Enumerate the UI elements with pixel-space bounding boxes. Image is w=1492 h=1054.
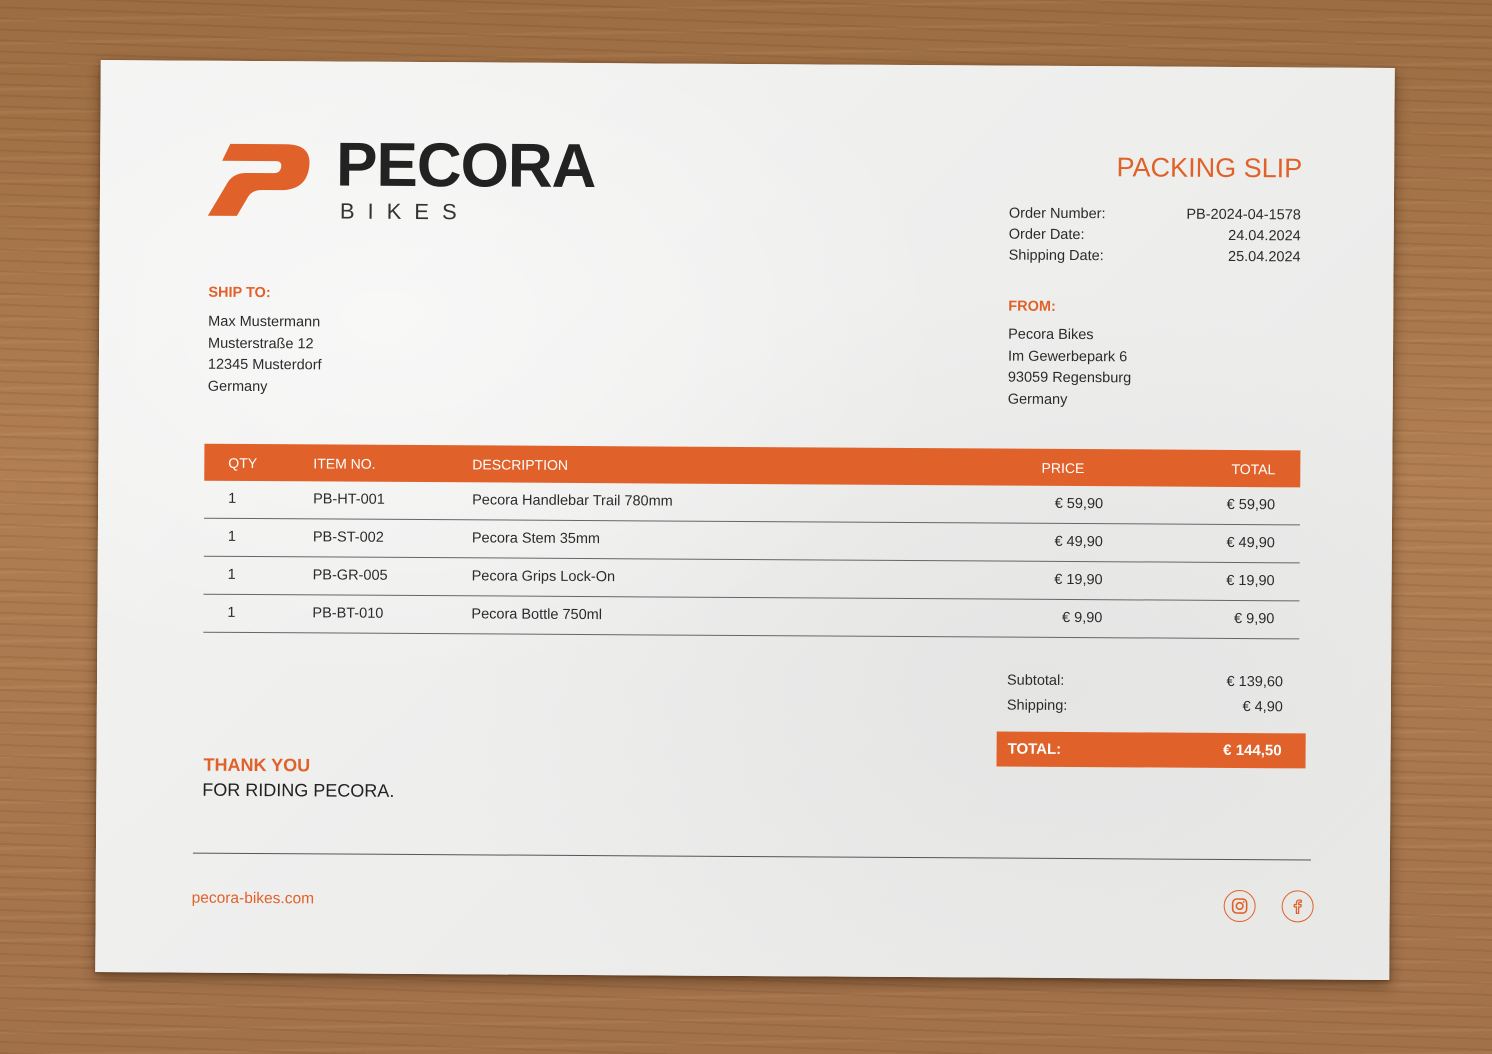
ship-to-line: Germany xyxy=(207,378,268,395)
row-item-no: PB-GR-005 xyxy=(312,567,388,584)
row-price: € 9,90 xyxy=(1062,609,1103,627)
row-item-no: PB-BT-010 xyxy=(312,605,384,622)
table-row xyxy=(204,519,1300,564)
order-meta xyxy=(1009,204,1301,269)
shipping-value: € 4,90 xyxy=(1242,699,1283,716)
ship-to-line: Max Mustermann xyxy=(208,313,321,331)
row-description: Pecora Handlebar Trail 780mm xyxy=(472,492,673,510)
row-total: € 19,90 xyxy=(1226,572,1275,590)
ship-to-line: Musterstraße 12 xyxy=(208,335,314,352)
row-total: € 49,90 xyxy=(1226,534,1275,552)
ship-to-line: 12345 Musterdorf xyxy=(207,356,322,374)
document-title: PACKING SLIP xyxy=(1116,152,1303,184)
website-link[interactable]: pecora-bikes.com xyxy=(191,889,315,908)
row-item-no: PB-HT-001 xyxy=(313,491,385,508)
from-line: Germany xyxy=(1007,391,1068,408)
brand-name: PECORA xyxy=(335,130,596,202)
order-number-value: PB-2024-04-1578 xyxy=(1186,206,1301,224)
totals-block xyxy=(1007,669,1283,721)
row-price: € 59,90 xyxy=(1054,495,1104,513)
order-number-label: Order Number: xyxy=(1008,205,1106,223)
grand-total-label: TOTAL: xyxy=(1007,740,1062,758)
shipping-date-label: Shipping Date: xyxy=(1008,247,1104,265)
from-line: 93059 Regensburg xyxy=(1007,369,1132,387)
header-total: TOTAL xyxy=(1231,460,1276,478)
thank-you-heading: THANK YOU xyxy=(203,754,311,776)
header-price: PRICE xyxy=(1041,459,1085,477)
row-qty: 1 xyxy=(227,528,237,545)
table-row xyxy=(204,481,1300,526)
brand-subtitle: BIKES xyxy=(339,198,470,225)
header-item-no: ITEM NO. xyxy=(313,455,376,472)
ship-to-address xyxy=(208,312,322,399)
thank-you-subline: FOR RIDING PECORA. xyxy=(202,779,395,801)
header-qty: QTY xyxy=(228,454,258,472)
instagram-icon[interactable] xyxy=(1224,890,1256,922)
row-qty: 1 xyxy=(227,604,236,621)
packing-slip-paper xyxy=(95,60,1395,980)
subtotal-row xyxy=(1007,669,1283,696)
row-description: Pecora Grips Lock-On xyxy=(471,568,616,586)
facebook-glyph-icon xyxy=(1289,897,1307,915)
order-date-label: Order Date: xyxy=(1008,226,1085,244)
pecora-logo-icon xyxy=(208,140,312,221)
row-description: Pecora Stem 35mm xyxy=(471,530,601,548)
row-qty: 1 xyxy=(227,566,236,583)
facebook-icon[interactable] xyxy=(1282,890,1314,922)
order-date-row xyxy=(1009,225,1301,248)
from-line: Pecora Bikes xyxy=(1008,326,1094,344)
shipping-date-row xyxy=(1009,246,1301,269)
row-total: € 59,90 xyxy=(1226,496,1276,514)
subtotal-value: € 139,60 xyxy=(1226,673,1284,691)
ship-to-label: SHIP TO: xyxy=(208,284,271,302)
from-line: Im Gewerbepark 6 xyxy=(1007,348,1128,365)
row-price: € 19,90 xyxy=(1054,571,1103,589)
subtotal-label: Subtotal: xyxy=(1006,672,1065,689)
shipping-date-value: 25.04.2024 xyxy=(1227,248,1301,266)
order-date-value: 24.04.2024 xyxy=(1228,227,1301,245)
instagram-glyph-icon xyxy=(1231,897,1249,915)
row-description: Pecora Bottle 750ml xyxy=(471,606,603,624)
order-number-row xyxy=(1009,204,1301,227)
grand-total-value: € 144,50 xyxy=(1223,741,1282,760)
row-item-no: PB-ST-002 xyxy=(312,529,384,546)
table-row xyxy=(203,595,1299,640)
shipping-label: Shipping: xyxy=(1006,697,1068,714)
shipping-row xyxy=(1007,694,1283,721)
items-table xyxy=(203,444,1300,640)
from-label: FROM: xyxy=(1008,298,1056,315)
row-total: € 9,90 xyxy=(1234,610,1275,628)
from-address xyxy=(1008,325,1132,412)
grand-total-bar xyxy=(996,732,1305,769)
row-price: € 49,90 xyxy=(1054,533,1103,551)
footer-divider xyxy=(193,853,1311,861)
header-description: DESCRIPTION xyxy=(472,456,569,473)
row-qty: 1 xyxy=(228,490,237,507)
table-row xyxy=(204,557,1300,602)
